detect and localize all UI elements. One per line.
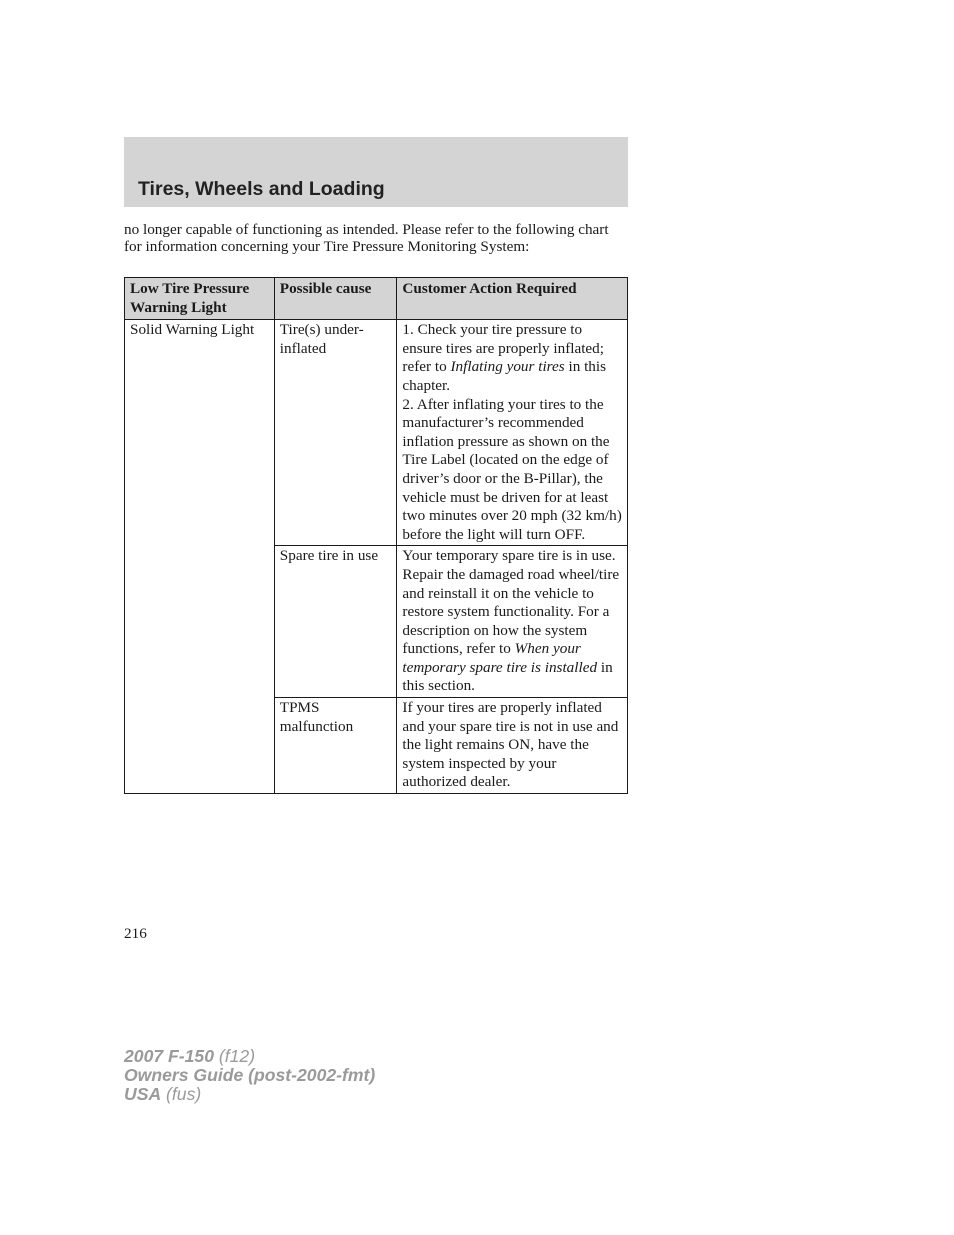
table-row [125,320,628,546]
column-header-customer-action: Customer Action Required [397,278,628,320]
page-number: 216 [124,925,147,942]
table-header-row [125,278,628,320]
tpms-chart-table [124,277,628,794]
intro-paragraph: no longer capable of functioning as intended. Please refer to the following chart for information concerning your Tire Pressure Monitoring System: [124,221,609,255]
document-footer [124,1047,375,1104]
section-title: Tires, Wheels and Loading [138,178,385,200]
action-reference: When your temporary spare tire is installed [402,640,598,676]
footer-line: USA (fus) [124,1084,202,1104]
action-cell [397,546,628,698]
footer-line: 2007 F-150 (f12) [124,1046,256,1066]
warning-light-cell: Solid Warning Light [125,320,275,794]
action-text: in this section. [402,658,613,695]
action-text: in this chapter. [402,358,607,394]
section-header [124,137,628,207]
action-cell [397,320,628,546]
column-header-possible-cause: Possible cause [274,278,397,320]
action-text: Your temporary spare tire is in use. Repair the damaged road wheel/tire and reinstall it on the vehicle to restore system functionality. For a description on how the system functions, refer to [402,547,620,658]
action-text: 2. After inflating your tires to the manufacturer’s recommended inflation pressure as shown on the Tire Label (located on the edge of driver’s door or the B-Pillar), the vehicle must be driven for at least two minutes over 20 mph (32 km/h) before the light will turn OFF. [402,395,622,543]
cause-cell: Spare tire in use [274,546,397,698]
cause-cell: TPMS malfunction [274,698,397,794]
action-reference: Inflating your tires [450,358,565,376]
action-text: 1. Check your tire pressure to ensure tires are properly inflated; refer to [402,321,604,376]
column-header-warning-light: Low Tire Pressure Warning Light [125,278,275,320]
cause-cell: Tire(s) under-inflated [274,320,397,546]
action-cell: If your tires are properly inflated and your spare tire is not in use and the light remains ON, have the system inspected by your authorized dealer. [397,698,628,794]
footer-line: Owners Guide (post-2002-fmt) [124,1065,376,1085]
